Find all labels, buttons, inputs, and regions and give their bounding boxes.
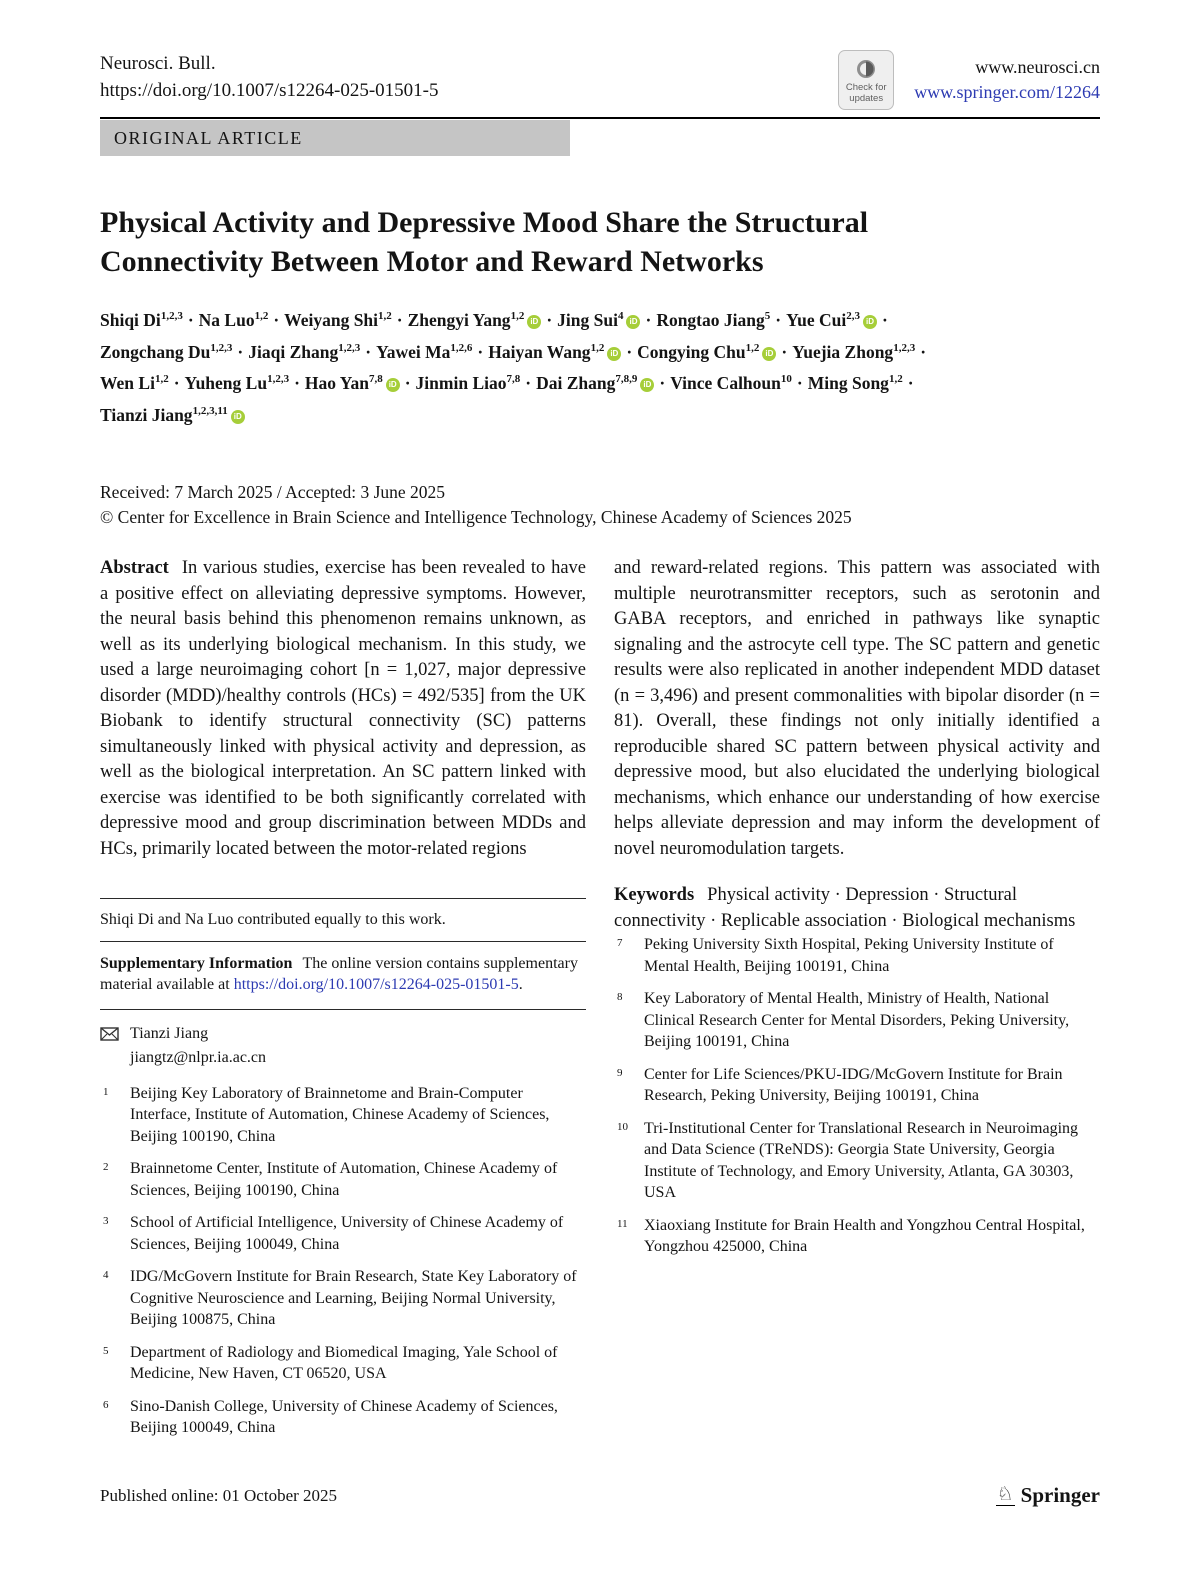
- author-separator: ·: [237, 341, 244, 362]
- abstract-label: Abstract: [100, 558, 169, 578]
- affiliation-list-right: [614, 934, 1100, 1258]
- author-superscript: 1,2: [745, 341, 760, 354]
- author-superscript: 7,8: [368, 373, 383, 386]
- abstract-right: and reward-related regions. This pattern was associated with multiple neurotransmitter receptors, such as serotonin and GABA receptors, and enriched in pathways like synaptic signaling and the astrocyte cell type. The SC pattern and genetic results were also replicated in another independent MDD dataset (n = 3,496) and present commonalities with bipolar disorder (n = 81). Overall, these findings not only initially identified a reproducible shared SC pattern between physical activity and depressive mood, but also elucidated the underlying biological mechanisms, which enhance our understanding of how exercise helps alleviate depression and may inform the development of novel neuromodulation targets.: [614, 558, 1100, 859]
- author-list: [100, 302, 1100, 429]
- author-separator: ·: [404, 373, 411, 394]
- author-separator: ·: [365, 341, 372, 362]
- supplementary-note: [100, 942, 586, 1009]
- affiliation-item: [100, 1342, 586, 1385]
- author-superscript: 1,2,3: [338, 341, 361, 354]
- page-footer: [100, 1483, 1100, 1508]
- page-header: [100, 50, 1100, 110]
- author-separator: ·: [907, 373, 914, 394]
- author-superscript: 1,2: [254, 310, 269, 322]
- header-rule: [100, 117, 1100, 119]
- author-name: Yuejia Zhong$^{1,2,3}$: [792, 341, 916, 362]
- author-name: Dai Zhang$^{7,8,9}$: [536, 373, 638, 394]
- body-columns: [100, 556, 1100, 1450]
- equal-contribution-note: Shiqi Di and Na Luo contributed equally to this work.: [100, 898, 586, 942]
- author-superscript: 1,2: [378, 310, 392, 322]
- affiliation-item: [100, 1396, 586, 1439]
- received-accepted: Received: 7 March 2025 / Accepted: 3 June 2025: [100, 482, 446, 502]
- keywords-label: Keywords: [614, 885, 695, 905]
- author-name: Yuheng Lu$^{1,2,3}$: [184, 373, 290, 394]
- affiliation-item: [614, 934, 1100, 977]
- author-separator: ·: [273, 309, 280, 330]
- springer-url[interactable]: www.springer.com/12264: [914, 82, 1100, 102]
- author-name: Yawei Ma$^{1,2,6}$: [376, 341, 473, 362]
- orcid-icon[interactable]: iD: [863, 315, 877, 329]
- article-title: Physical Activity and Depressive Mood Share the Structural Connectivity Between Motor and Reward Networks: [100, 206, 869, 278]
- author-name: Rongtao Jiang$^5$: [656, 309, 771, 330]
- author-separator: ·: [775, 309, 782, 330]
- author-superscript: 1,2,3: [267, 373, 290, 386]
- affiliation-number: 3: [103, 1215, 109, 1227]
- author-name: Zongchang Du$^{1,2,3}$: [100, 341, 233, 362]
- author-superscript: 1,2: [888, 373, 903, 386]
- author-separator: ·: [546, 309, 553, 330]
- journal-sites: [914, 55, 1100, 105]
- author-separator: ·: [477, 341, 484, 362]
- copyright-line: © Center for Excellence in Brain Science and Intelligence Technology, Chinese Academy of Sciences 2025: [100, 507, 852, 527]
- affiliation-item: [100, 1212, 586, 1255]
- orcid-icon[interactable]: iD: [386, 378, 400, 392]
- affiliation-number: 10: [617, 1120, 628, 1133]
- affiliation-number: 8: [617, 991, 623, 1003]
- affiliation-list-left: [100, 1083, 586, 1439]
- affiliation-number: 1: [103, 1085, 109, 1098]
- author-separator: ·: [645, 309, 652, 330]
- author-superscript: 1,2: [154, 373, 169, 386]
- dates-block: [100, 480, 1100, 530]
- author-name: Haiyan Wang$^{1,2}$: [488, 341, 605, 362]
- author-name: Hao Yan$^{7,8}$: [304, 373, 383, 394]
- author-superscript: 10: [780, 373, 792, 386]
- correspondence-block: [100, 1009, 586, 1069]
- orcid-icon[interactable]: iD: [626, 315, 640, 329]
- author-superscript: 7,8: [506, 373, 521, 386]
- affiliation-text: School of Artificial Intelligence, University of Chinese Academy of Sciences, Beijing 100049, China: [130, 1214, 564, 1253]
- check-for-updates-badge[interactable]: [838, 50, 894, 110]
- affiliation-item: [614, 1064, 1100, 1107]
- author-superscript: 1,2,3,11: [192, 405, 228, 418]
- orcid-icon[interactable]: iD: [231, 410, 245, 424]
- affiliation-text: Peking University Sixth Hospital, Peking University Institute of Mental Health, Beijing 100191, China: [644, 936, 1054, 975]
- orcid-icon[interactable]: iD: [640, 378, 654, 392]
- affiliation-text: IDG/McGovern Institute for Brain Research, State Key Laboratory of Cognitive Neuroscience and Learning, Beijing Normal University, Beijing 100875, China: [130, 1268, 577, 1328]
- left-column: [100, 556, 586, 1450]
- affiliation-text: Key Laboratory of Mental Health, Ministry of Health, National Clinical Research Center for Mental Disorders, Peking University, Beijing 100191, China: [644, 990, 1070, 1050]
- author-superscript: 1,2,3: [210, 341, 233, 354]
- orcid-icon[interactable]: iD: [607, 347, 621, 361]
- author-separator: ·: [881, 309, 888, 330]
- author-separator: ·: [173, 373, 180, 394]
- affiliation-number: 9: [617, 1066, 623, 1079]
- affiliation-item: [614, 988, 1100, 1053]
- affiliation-text: Xiaoxiang Institute for Brain Health and Yongzhou Central Hospital, Yongzhou 425000, China: [644, 1216, 1085, 1255]
- abstract-left: [100, 556, 586, 862]
- supplementary-doi-link[interactable]: https://doi.org/10.1007/s12264-025-01501-5: [233, 976, 519, 993]
- author-superscript: 1,2,3: [160, 310, 183, 322]
- affiliation-number: 2: [103, 1161, 109, 1173]
- supplementary-text-after: .: [518, 976, 523, 993]
- published-online: Published online: 01 October 2025: [100, 1485, 338, 1505]
- supplementary-label: Supplementary Information: [100, 954, 293, 972]
- affiliation-number: 4: [103, 1269, 109, 1281]
- author-superscript: 1,2: [510, 310, 525, 322]
- header-right: [838, 50, 1100, 110]
- check-for-updates-label: Check for updates: [845, 82, 887, 104]
- supplementary-text: The online version contains supplementary material available at: [100, 954, 578, 993]
- author-separator: ·: [525, 373, 532, 394]
- author-superscript: 1,2,3: [893, 341, 916, 354]
- springer-knight-icon: ♘: [996, 1483, 1014, 1505]
- author-separator: ·: [626, 341, 633, 362]
- orcid-icon[interactable]: iD: [762, 347, 776, 361]
- journal-info: [100, 50, 438, 104]
- article-type-band: ORIGINAL ARTICLE: [100, 120, 570, 156]
- affiliation-text: Beijing Key Laboratory of Brainnetome and Brain-Computer Interface, Institute of Automation, Chinese Academy of Sciences, Beijing 100190, China: [130, 1084, 550, 1145]
- author-name: Tianzi Jiang$^{1,2,3,11}$: [100, 405, 228, 426]
- author-separator: ·: [187, 309, 194, 330]
- abstract-text-left: In various studies, exercise has been revealed to have a positive effect on alleviating depressive symptoms. However, the neural basis behind this phenomenon remains unknown, as well as its underlying biological mechanism. In this study, we used a large neuroimaging cohort [n = 1,027, major depressive disorder (MDD)/healthy controls (HCs) = 492/535] from the UK Biobank to identify structural connectivity (SC) patterns simultaneously linked with physical activity and depression, as well as the biological interpretation. An SC pattern linked with exercise was identified to be both significantly correlated with depressive mood and group discrimination between MDDs and HCs, primarily located between the motor-related regions: [100, 558, 586, 859]
- author-name: Jinmin Liao$^{7,8}$: [415, 373, 521, 394]
- email-icon: [100, 1023, 130, 1048]
- author-name: Congying Chu$^{1,2}$: [637, 341, 760, 362]
- affiliation-text: Brainnetome Center, Institute of Automation, Chinese Academy of Sciences, Beijing 100190, China: [130, 1160, 558, 1199]
- author-separator: ·: [796, 373, 803, 394]
- affiliation-number: 6: [103, 1398, 109, 1411]
- affiliation-item: [614, 1215, 1100, 1258]
- affiliation-text: Department of Radiology and Biomedical Imaging, Yale School of Medicine, New Haven, CT 06520, USA: [130, 1343, 558, 1382]
- affiliation-item: [100, 1266, 586, 1331]
- neurosci-url[interactable]: www.neurosci.cn: [975, 57, 1100, 77]
- check-for-updates-icon: [854, 58, 878, 82]
- springer-logo: [996, 1483, 1100, 1508]
- author-separator: ·: [659, 373, 666, 394]
- corresponding-author-name: Tianzi Jiang: [130, 1024, 209, 1042]
- corresponding-author-email[interactable]: jiangtz@nlpr.ia.ac.cn: [130, 1049, 267, 1066]
- affiliation-item: [100, 1083, 586, 1148]
- article-doi: https://doi.org/10.1007/s12264-025-01501-5: [100, 80, 439, 101]
- affiliation-number: 5: [103, 1344, 109, 1357]
- author-name: Zhengyi Yang$^{1,2}$: [407, 309, 525, 330]
- affiliation-number: 7: [617, 937, 623, 949]
- author-name: Ming Song$^{1,2}$: [807, 373, 903, 394]
- author-superscript: 7,8,9: [615, 373, 638, 386]
- author-name: Vince Calhoun$^{10}$: [670, 373, 792, 394]
- author-name: Jing Sui$^4$: [557, 309, 624, 330]
- journal-name: Neurosci. Bull.: [100, 53, 216, 74]
- right-column: [614, 556, 1100, 1450]
- author-superscript: 2,3: [846, 310, 860, 322]
- affiliation-text: Sino-Danish College, University of Chinese Academy of Sciences, Beijing 100049, China: [130, 1397, 558, 1436]
- author-superscript: 4: [617, 310, 624, 322]
- affiliation-item: [614, 1118, 1100, 1204]
- author-name: Weiyang Shi$^{1,2}$: [284, 309, 392, 330]
- author-superscript: 1,2: [590, 341, 605, 354]
- author-superscript: 1,2,6: [450, 341, 473, 354]
- author-name: Yue Cui$^{2,3}$: [786, 309, 860, 330]
- author-separator: ·: [920, 341, 927, 362]
- author-superscript: 5: [764, 310, 771, 322]
- author-name: Wen Li$^{1,2}$: [100, 373, 169, 394]
- author-separator: ·: [294, 373, 300, 394]
- affiliation-number: 11: [617, 1217, 628, 1230]
- author-name: Jiaqi Zhang$^{1,2,3}$: [248, 341, 361, 362]
- affiliation-text: Center for Life Sciences/PKU-IDG/McGovern Institute for Brain Research, Peking University, Beijing 100191, China: [644, 1065, 1063, 1104]
- keywords-text: Physical activity · Depression · Structural connectivity · Replicable association · Biological mechanisms: [614, 885, 1076, 931]
- author-name: Shiqi Di$^{1,2,3}$: [100, 309, 183, 330]
- author-name: Na Luo$^{1,2}$: [198, 309, 269, 330]
- orcid-icon[interactable]: iD: [527, 315, 541, 329]
- author-separator: ·: [396, 309, 403, 330]
- affiliation-item: [100, 1158, 586, 1201]
- keywords-block: [614, 883, 1100, 934]
- footnote-block: [100, 898, 586, 1439]
- author-separator: ·: [781, 341, 788, 362]
- affiliation-text: Tri-Institutional Center for Translational Research in Neuroimaging and Data Science (TReNDS): Georgia State University, Georgia Institute of Technology, and Emory University, Atlanta, GA 30303, USA: [644, 1119, 1079, 1201]
- springer-wordmark: Springer: [1020, 1483, 1100, 1507]
